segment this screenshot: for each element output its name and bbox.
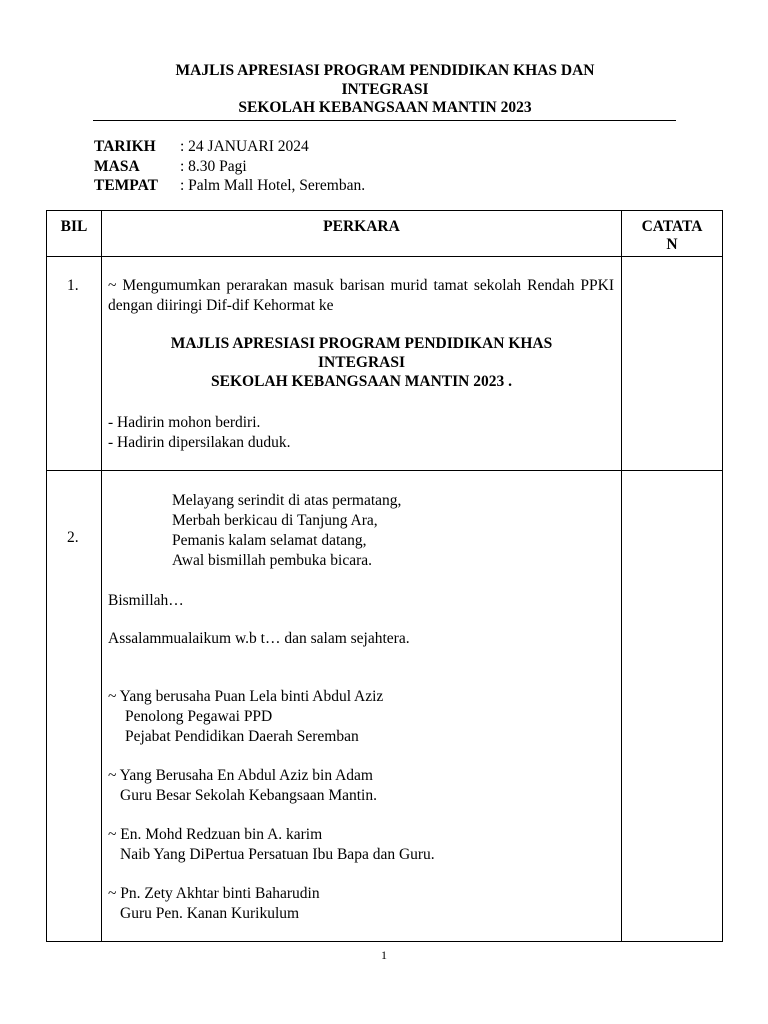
title-line-1: MAJLIS APRESIASI PROGRAM PENDIDIKAN KHAS DAN	[175, 62, 595, 79]
tempat-label: TEMPAT	[94, 177, 159, 194]
table-col-divider-2	[621, 210, 622, 941]
header-catatan-line-2: N	[666, 236, 678, 253]
vip-role: Pejabat Pendidikan Daerah Seremban	[125, 728, 359, 745]
row-1-event-title-line-1: MAJLIS APRESIASI PROGRAM PENDIDIKAN KHAS	[170, 335, 553, 352]
vip-role: Penolong Pegawai PPD	[125, 708, 273, 725]
row-2-pantun	[172, 491, 401, 571]
row-1-sit: - Hadirin dipersilakan duduk.	[108, 434, 291, 451]
row-1-event-title-line-3: SEKOLAH KEBANGSAAN MANTIN 2023 .	[211, 373, 512, 390]
vip-name: ~ Pn. Zety Akhtar binti Baharudin	[108, 885, 320, 902]
vip-name: ~ Yang berusaha Puan Lela binti Abdul Aziz	[108, 688, 384, 705]
pantun-line: Pemanis kalam selamat datang,	[172, 532, 367, 549]
row-2-salam: Assalammualaikum w.b t… dan salam sejahtera.	[108, 630, 410, 647]
tarikh-value: : 24 JANUARI 2024	[180, 138, 309, 155]
row-2-bismillah: Bismillah…	[108, 592, 184, 609]
header-catatan	[622, 218, 722, 254]
pantun-line: Awal bismillah pembuka bicara.	[172, 552, 373, 569]
row-1-intro: ~ Mengumumkan perarakan masuk barisan murid tamat sekolah Rendah PPKI dengan diiringi Dif-dif Kehormat ke	[108, 277, 614, 314]
row-2-vip-2	[108, 766, 377, 806]
tempat-value: : Palm Mall Hotel, Seremban.	[180, 177, 366, 194]
vip-name: ~ Yang Berusaha En Abdul Aziz bin Adam	[108, 767, 373, 784]
header-bil: BIL	[60, 218, 88, 235]
vip-role: Naib Yang DiPertua Persatuan Ibu Bapa dan Guru.	[120, 846, 435, 863]
event-info	[94, 137, 365, 196]
pantun-line: Melayang serindit di atas permatang,	[172, 492, 402, 509]
page-number: 1	[381, 948, 387, 962]
info-row-masa	[94, 157, 365, 177]
info-row-tarikh	[94, 137, 365, 157]
title-line-3: SEKOLAH KEBANGSAAN MANTIN 2023	[238, 99, 532, 116]
vip-name: ~ En. Mohd Redzuan bin A. karim	[108, 826, 323, 843]
row-2-number: 2.	[67, 529, 79, 546]
row-2-vip-1	[108, 687, 383, 747]
row-1-stand: - Hadirin mohon berdiri.	[108, 414, 261, 431]
document-title	[95, 62, 675, 118]
masa-value: : 8.30 Pagi	[180, 157, 247, 175]
title-line-2: INTEGRASI	[341, 80, 429, 98]
info-row-tempat	[94, 176, 365, 196]
tarikh-label: TARIKH	[94, 138, 156, 155]
vip-role: Guru Besar Sekolah Kebangsaan Mantin.	[120, 787, 377, 804]
row-1-event-title-line-2: INTEGRASI	[318, 354, 405, 371]
header-perkara: PERKARA	[323, 218, 400, 235]
header-catatan-line-1: CATATA	[641, 218, 703, 235]
table-border-right	[722, 210, 723, 941]
vip-role: Guru Pen. Kanan Kurikulum	[120, 905, 300, 922]
row-2-vip-4	[108, 884, 320, 924]
table-border-bottom	[46, 941, 723, 942]
row-2-vip-3	[108, 825, 435, 865]
row-1-number: 1.	[67, 277, 79, 294]
row-1-event-title	[102, 334, 621, 391]
title-underline	[93, 120, 676, 121]
pantun-line: Merbah berkicau di Tanjung Ara,	[172, 512, 378, 529]
masa-label: MASA	[94, 157, 140, 175]
table-col-divider-1	[101, 210, 102, 941]
table-border-left	[46, 210, 47, 941]
